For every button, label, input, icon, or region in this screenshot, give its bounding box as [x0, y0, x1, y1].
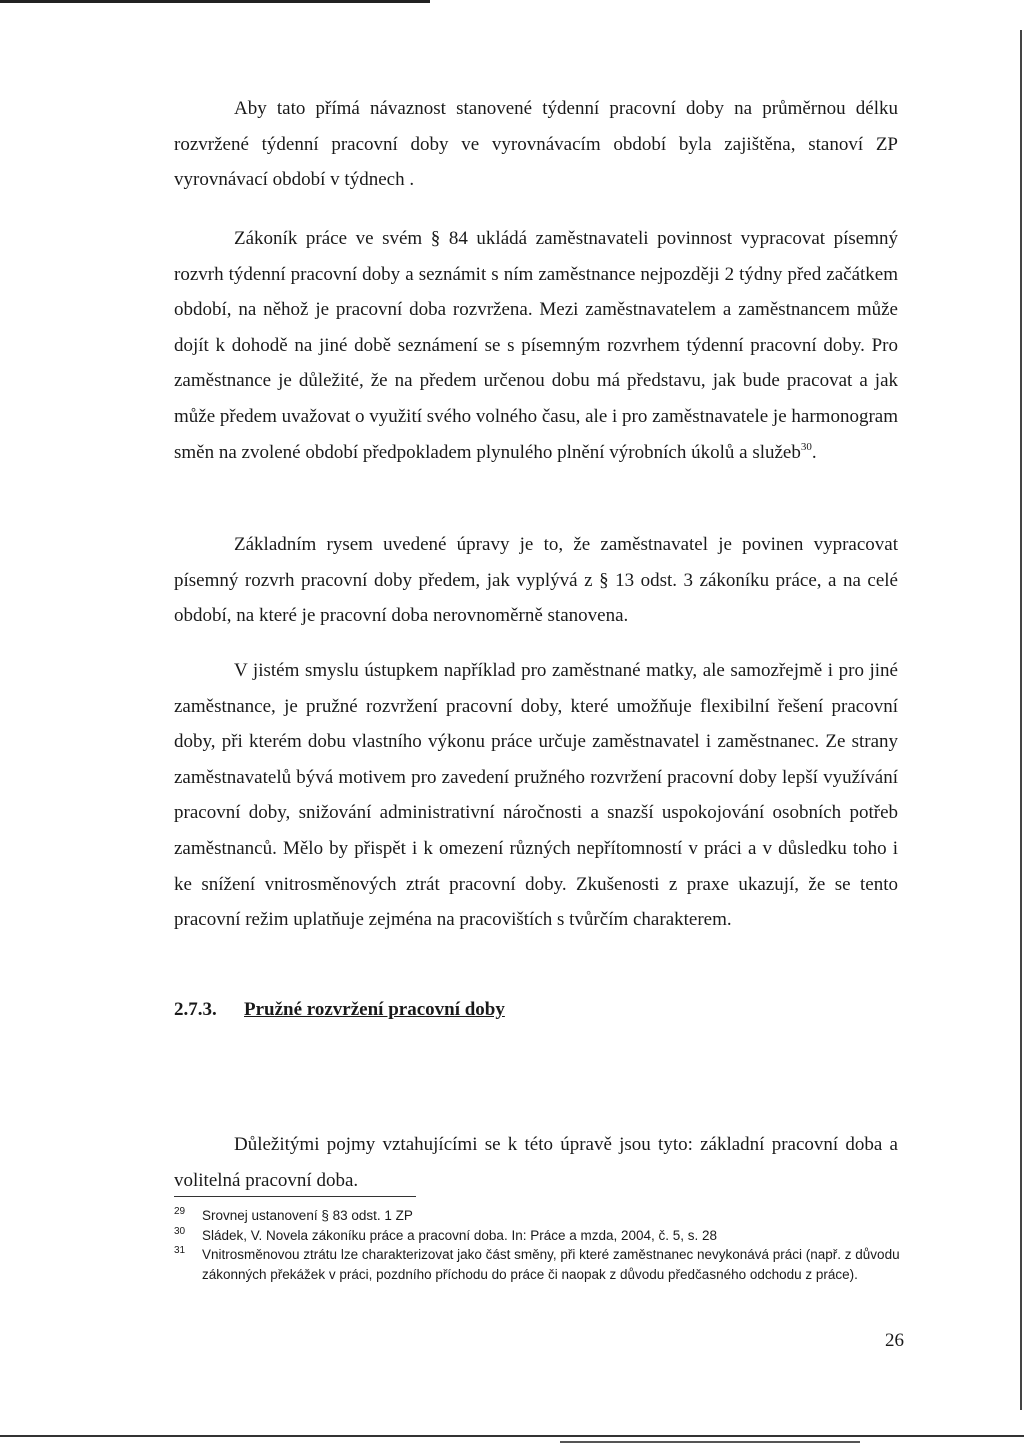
footnote-number: 31: [174, 1245, 186, 1256]
paragraph-5: Důležitými pojmy vztahujícími se k této úpravě jsou tyto: základní pracovní doba a volitelná pracovní doba.: [174, 1134, 898, 1191]
paragraph-2-end: .: [811, 441, 817, 463]
footnote-text: Vnitrosměnovou ztrátu lze charakterizovat jako část směny, při které zaměstnanec nevykonává práci (např. z důvodu zákonných překážek v práci, pozdního příchodu do práce či naopak z důvodu předčasného odchodu z práce).: [202, 1247, 900, 1282]
scan-edge-right: [1020, 30, 1022, 1410]
paragraph-1-end: .: [409, 169, 415, 191]
scan-edge-top: [0, 0, 430, 3]
footnote-separator: [174, 1196, 416, 1197]
paragraph-1: [174, 91, 898, 198]
footnote-number: 29: [174, 1206, 186, 1217]
paragraph-4: V jistém smyslu ústupkem například pro zaměstnané matky, ale samozřejmě i pro jiné zaměstnance, je pružné rozvržení pracovní doby, které umožňuje flexibilní řešení pracovní doby, při kterém dobu vlastního výkonu práce určuje zaměstnavatel i zaměstnanec. Ze strany zaměstnavatelů bývá motivem pro zavedení pružného rozvržení pracovní doby lepší využívání pracovní doby, snižování administrativní náročnosti a snazší uspokojování osobních potřeb zaměstnanců. Mělo by přispět i k omezení různých nepřítomností v práci a v důsledku toho i ke snížení vnitrosměnových ztrát pracovní doby. Zkušenosti z praxe ukazují, že se tento pracovní režim uplatňuje zejména na pracovištích s tvůrčím charakterem.: [174, 660, 898, 931]
paragraph-1-text: Aby tato přímá návaznost stanovené týdenní pracovní doby na průměrnou délku rozvržené týdenní pracovní doby ve vyrovnávacím období byla zajištěna, stanoví ZP vyrovnávací období v týdnech: [174, 98, 898, 191]
page-number: 26: [885, 1330, 904, 1351]
paragraph-2-text: Zákoník práce ve svém § 84 ukládá zaměstnavateli povinnost vypracovat písemný rozvrh týdenní pracovní doby a seznámit s ním zaměstnance nejpozději 2 týdny před začátkem období, na něhož je pracovní doba rozvržena. Mezi zaměstnavatelem a zaměstnancem může dojít k dohodě na jiné době seznámení se s písemným rozvrhem týdenní pracovní doby. Pro zaměstnance je důležité, že na předem určenou dobu má představu, jak bude pracovat a jak může předem uvažovat o využití svého volného času, ale i pro zaměstnavatele je harmonogram směn na zvolené období předpokladem plynulého plnění výrobních úkolů a služeb: [174, 228, 898, 463]
paragraph-2: [174, 221, 898, 470]
section-title: Pružné rozvržení pracovní doby: [244, 999, 505, 1020]
section-number: 2.7.3.: [174, 999, 217, 1020]
scan-edge-bottom: [0, 1435, 1024, 1437]
footnote-29: [174, 1206, 904, 1226]
footnote-text: Sládek, V. Novela zákoníku práce a pracovní doba. In: Práce a mzda, 2004, č. 5, s. 28: [202, 1227, 718, 1243]
footnote-number: 30: [174, 1225, 186, 1237]
paragraph-3: Základním rysem uvedené úpravy je to, že zaměstnavatel je povinen vypracovat písemný rozvrh pracovní doby předem, jak vyplývá z § 13 odst. 3 zákoníku práce, a na celé období, na které je pracovní doba nerovnoměrně stanovena.: [174, 534, 898, 627]
footnote-30: [174, 1226, 904, 1246]
section-heading: [174, 998, 505, 1022]
footnote-ref-30: 30: [800, 440, 812, 453]
footnote-31: [174, 1245, 904, 1284]
footnotes: [174, 1206, 904, 1284]
footnote-text: Srovnej ustanovení § 83 odst. 1 ZP: [202, 1208, 413, 1223]
